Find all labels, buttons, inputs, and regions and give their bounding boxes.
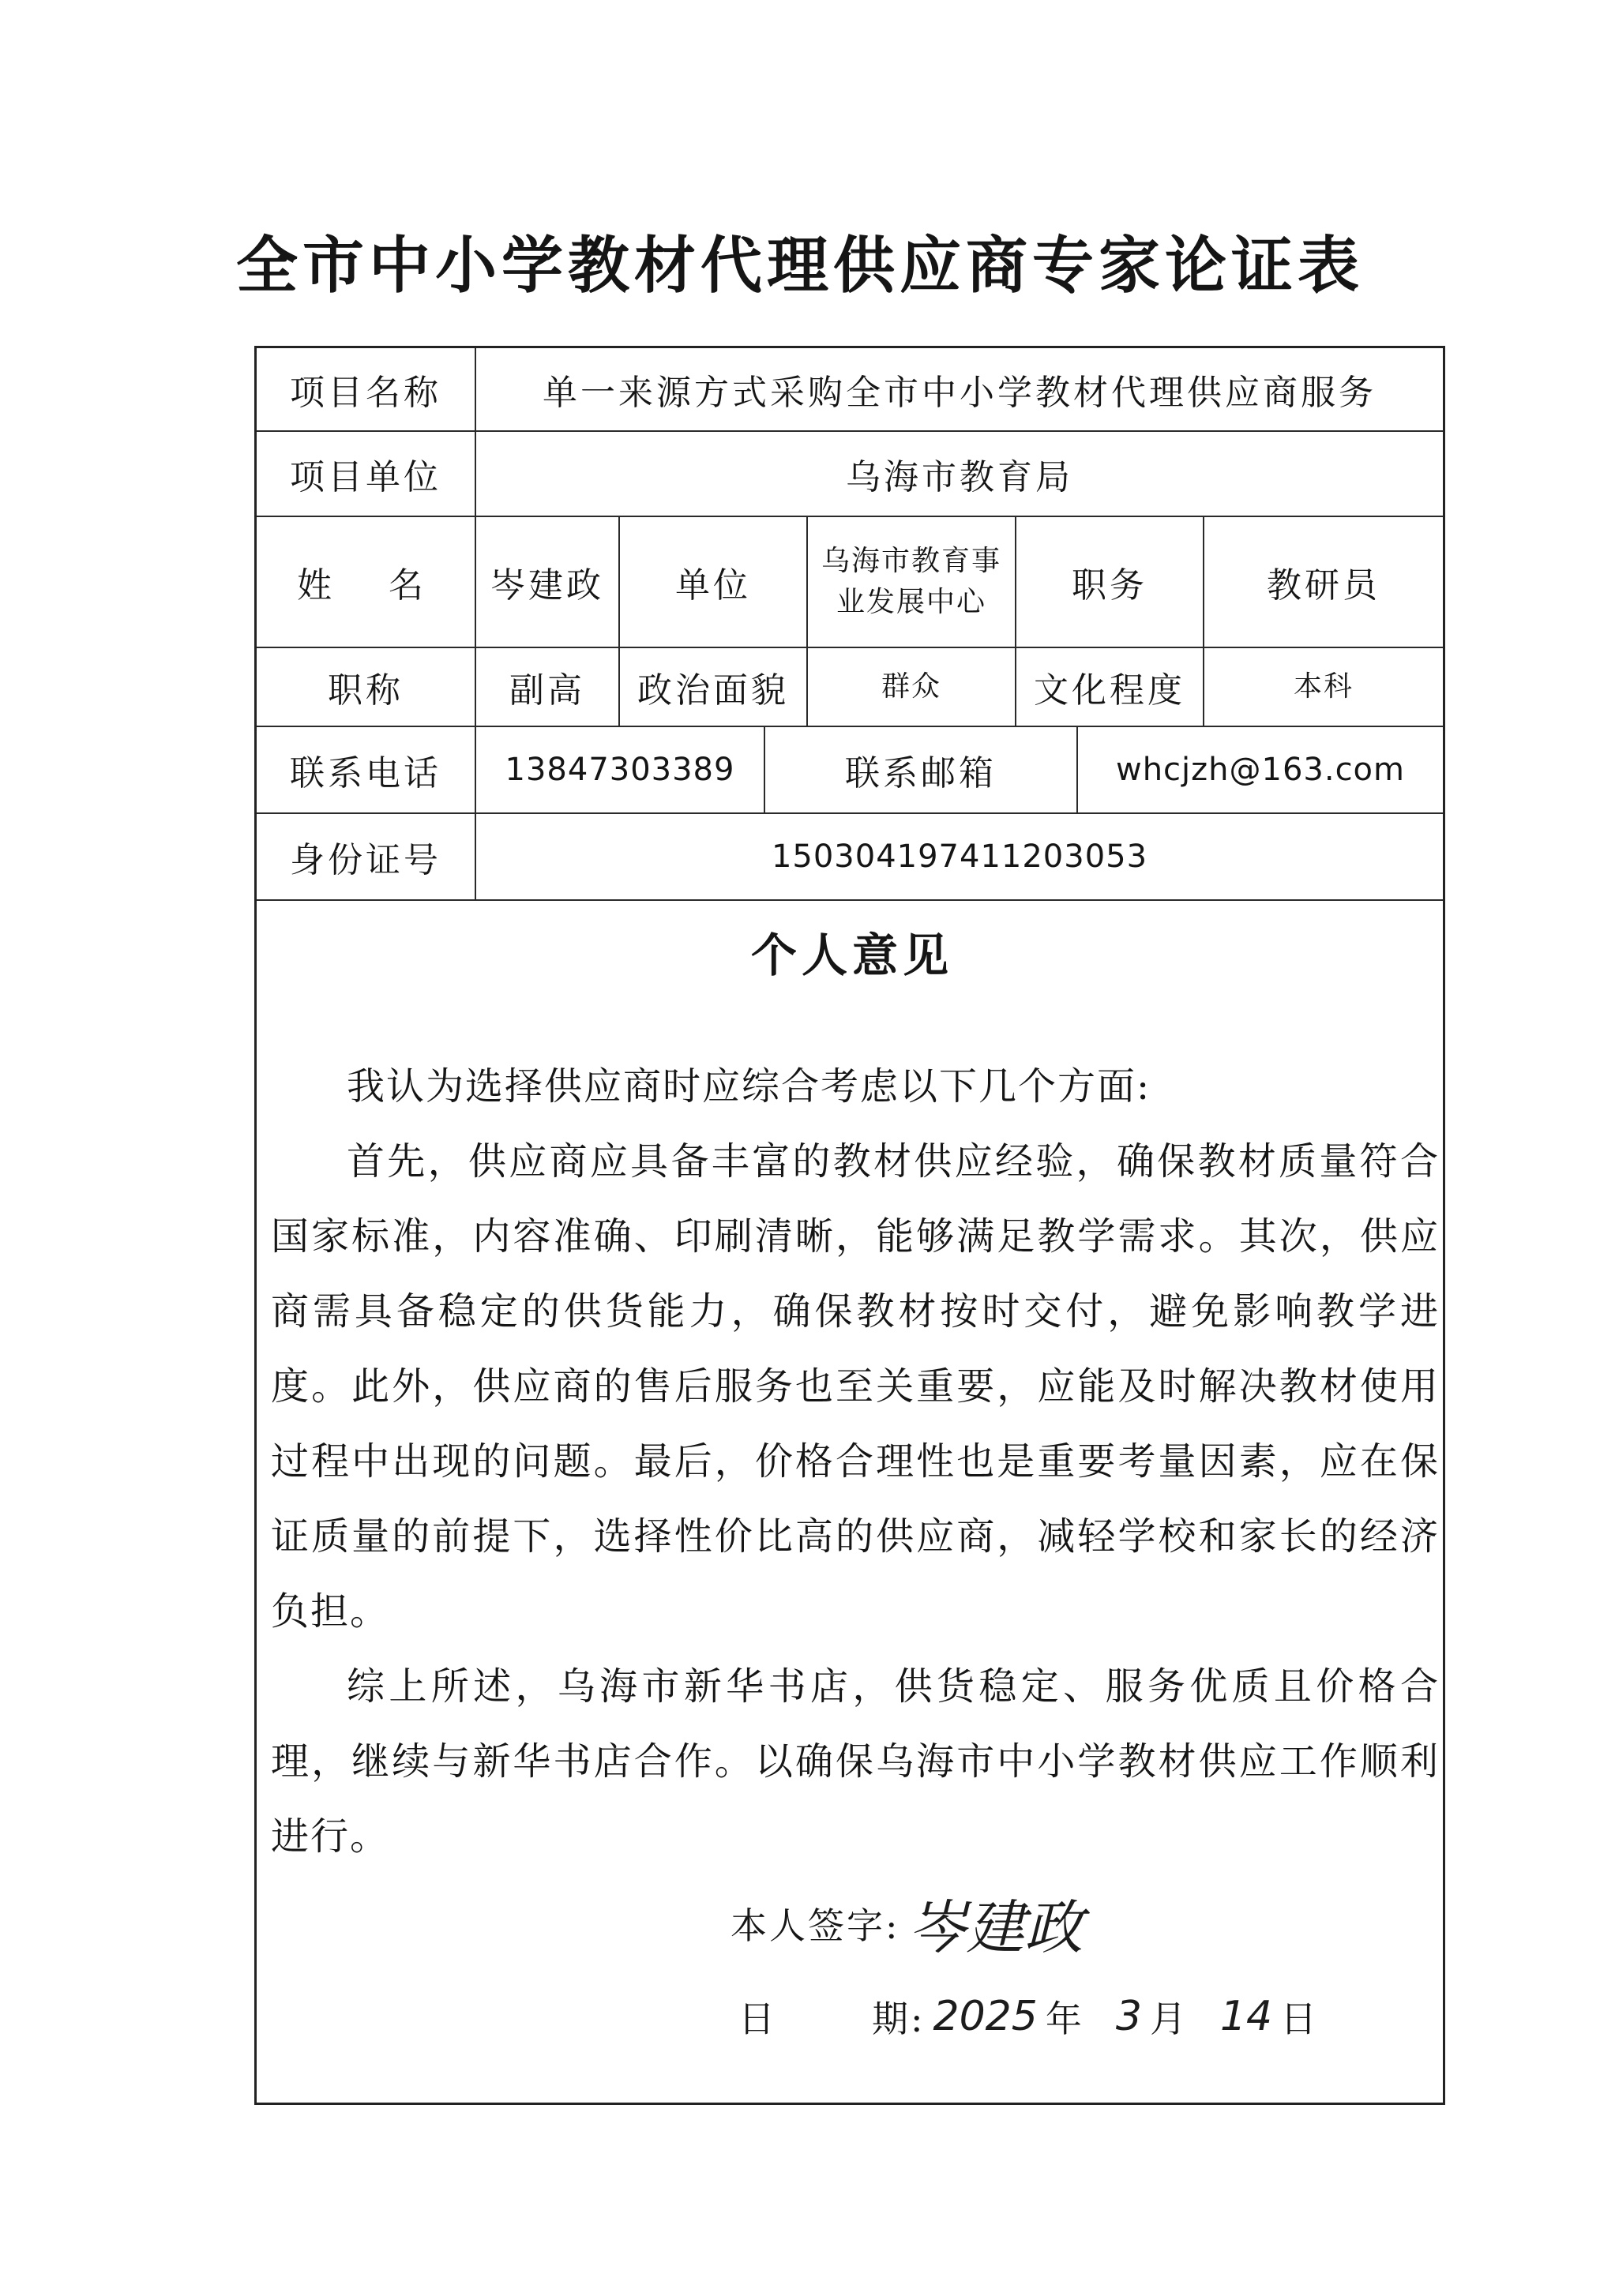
date-label-1: 日: [738, 1998, 777, 2040]
education-value: 本科: [1293, 670, 1354, 703]
date-day: 14: [1219, 1993, 1273, 2040]
project-unit-label: 项目单位: [290, 457, 441, 497]
political-label: 政治面貌: [637, 670, 789, 711]
unit-label: 单位: [675, 565, 751, 606]
title-value: 副高: [509, 670, 585, 711]
phone-label: 联系电话: [290, 753, 441, 793]
date-month-unit: 月: [1149, 1998, 1189, 2040]
email-label: 联系邮箱: [845, 753, 997, 793]
email-value: whcjzh@163.com: [1115, 752, 1405, 788]
position-label: 职务: [1072, 565, 1147, 606]
opinion-paragraph: 综上所述，乌海市新华书店，供货稳定、服务优质且价格合理，继续与新华书店合作。以确保乌海市中小学教材供应工作顺利进行。: [271, 1664, 1440, 1859]
unit-value: 乌海市教育事业发展中心: [821, 545, 1001, 618]
signature-row: [731, 1881, 1091, 1965]
page-title: 全市中小学教材代理供应商专家论证表: [235, 230, 1364, 302]
opinion-paragraph: 首先，供应商应具备丰富的教材供应经验，确保教材质量符合国家标准，内容准确、印刷清晰，能够满足教学需求。其次，供应商需具备稳定的供货能力，确保教材按时交付，避免影响教学进度。此外，供应商的售后服务也至关重要，应能及时解决教材使用过程中出现的问题。最后，价格合理性也是重要考量因素，应在保证质量的前提下，选择性价比高的供应商，减轻学校和家长的经济负担。: [271, 1139, 1440, 1634]
id-value: 150304197411203053: [771, 838, 1148, 875]
project-name-label: 项目名称: [290, 373, 441, 413]
political-value: 群众: [881, 670, 941, 703]
position-value: 教研员: [1267, 565, 1380, 606]
opinion-body: [271, 1049, 1440, 1874]
date-month: 3: [1115, 1993, 1142, 2040]
opinion-paragraph: 我认为选择供应商时应综合考虑以下几个方面:: [347, 1064, 1151, 1109]
opinion-heading: 个人意见: [750, 929, 953, 982]
id-label: 身份证号: [290, 840, 441, 880]
date-label-2: 期:: [872, 1998, 926, 2040]
title-label: 职称: [328, 670, 404, 711]
date-row: [738, 1990, 1319, 2043]
row-divider: [257, 899, 1443, 901]
phone-value: 13847303389: [505, 752, 735, 788]
project-name-value: 单一来源方式采购全市中小学教材代理供应商服务: [543, 373, 1377, 413]
name-label: 姓 名: [297, 565, 434, 606]
date-year-unit: 年: [1045, 1998, 1084, 2040]
education-label: 文化程度: [1034, 670, 1185, 711]
signature-label: 本人签字:: [731, 1904, 900, 1947]
date-day-unit: 日: [1280, 1998, 1320, 2040]
date-year: 2025: [933, 1993, 1038, 2040]
project-unit-value: 乌海市教育局: [846, 457, 1073, 497]
name-value: 岑建政: [490, 565, 604, 606]
handwritten-signature: 岑建政: [907, 1894, 1084, 1962]
form-table: [254, 346, 1445, 2105]
